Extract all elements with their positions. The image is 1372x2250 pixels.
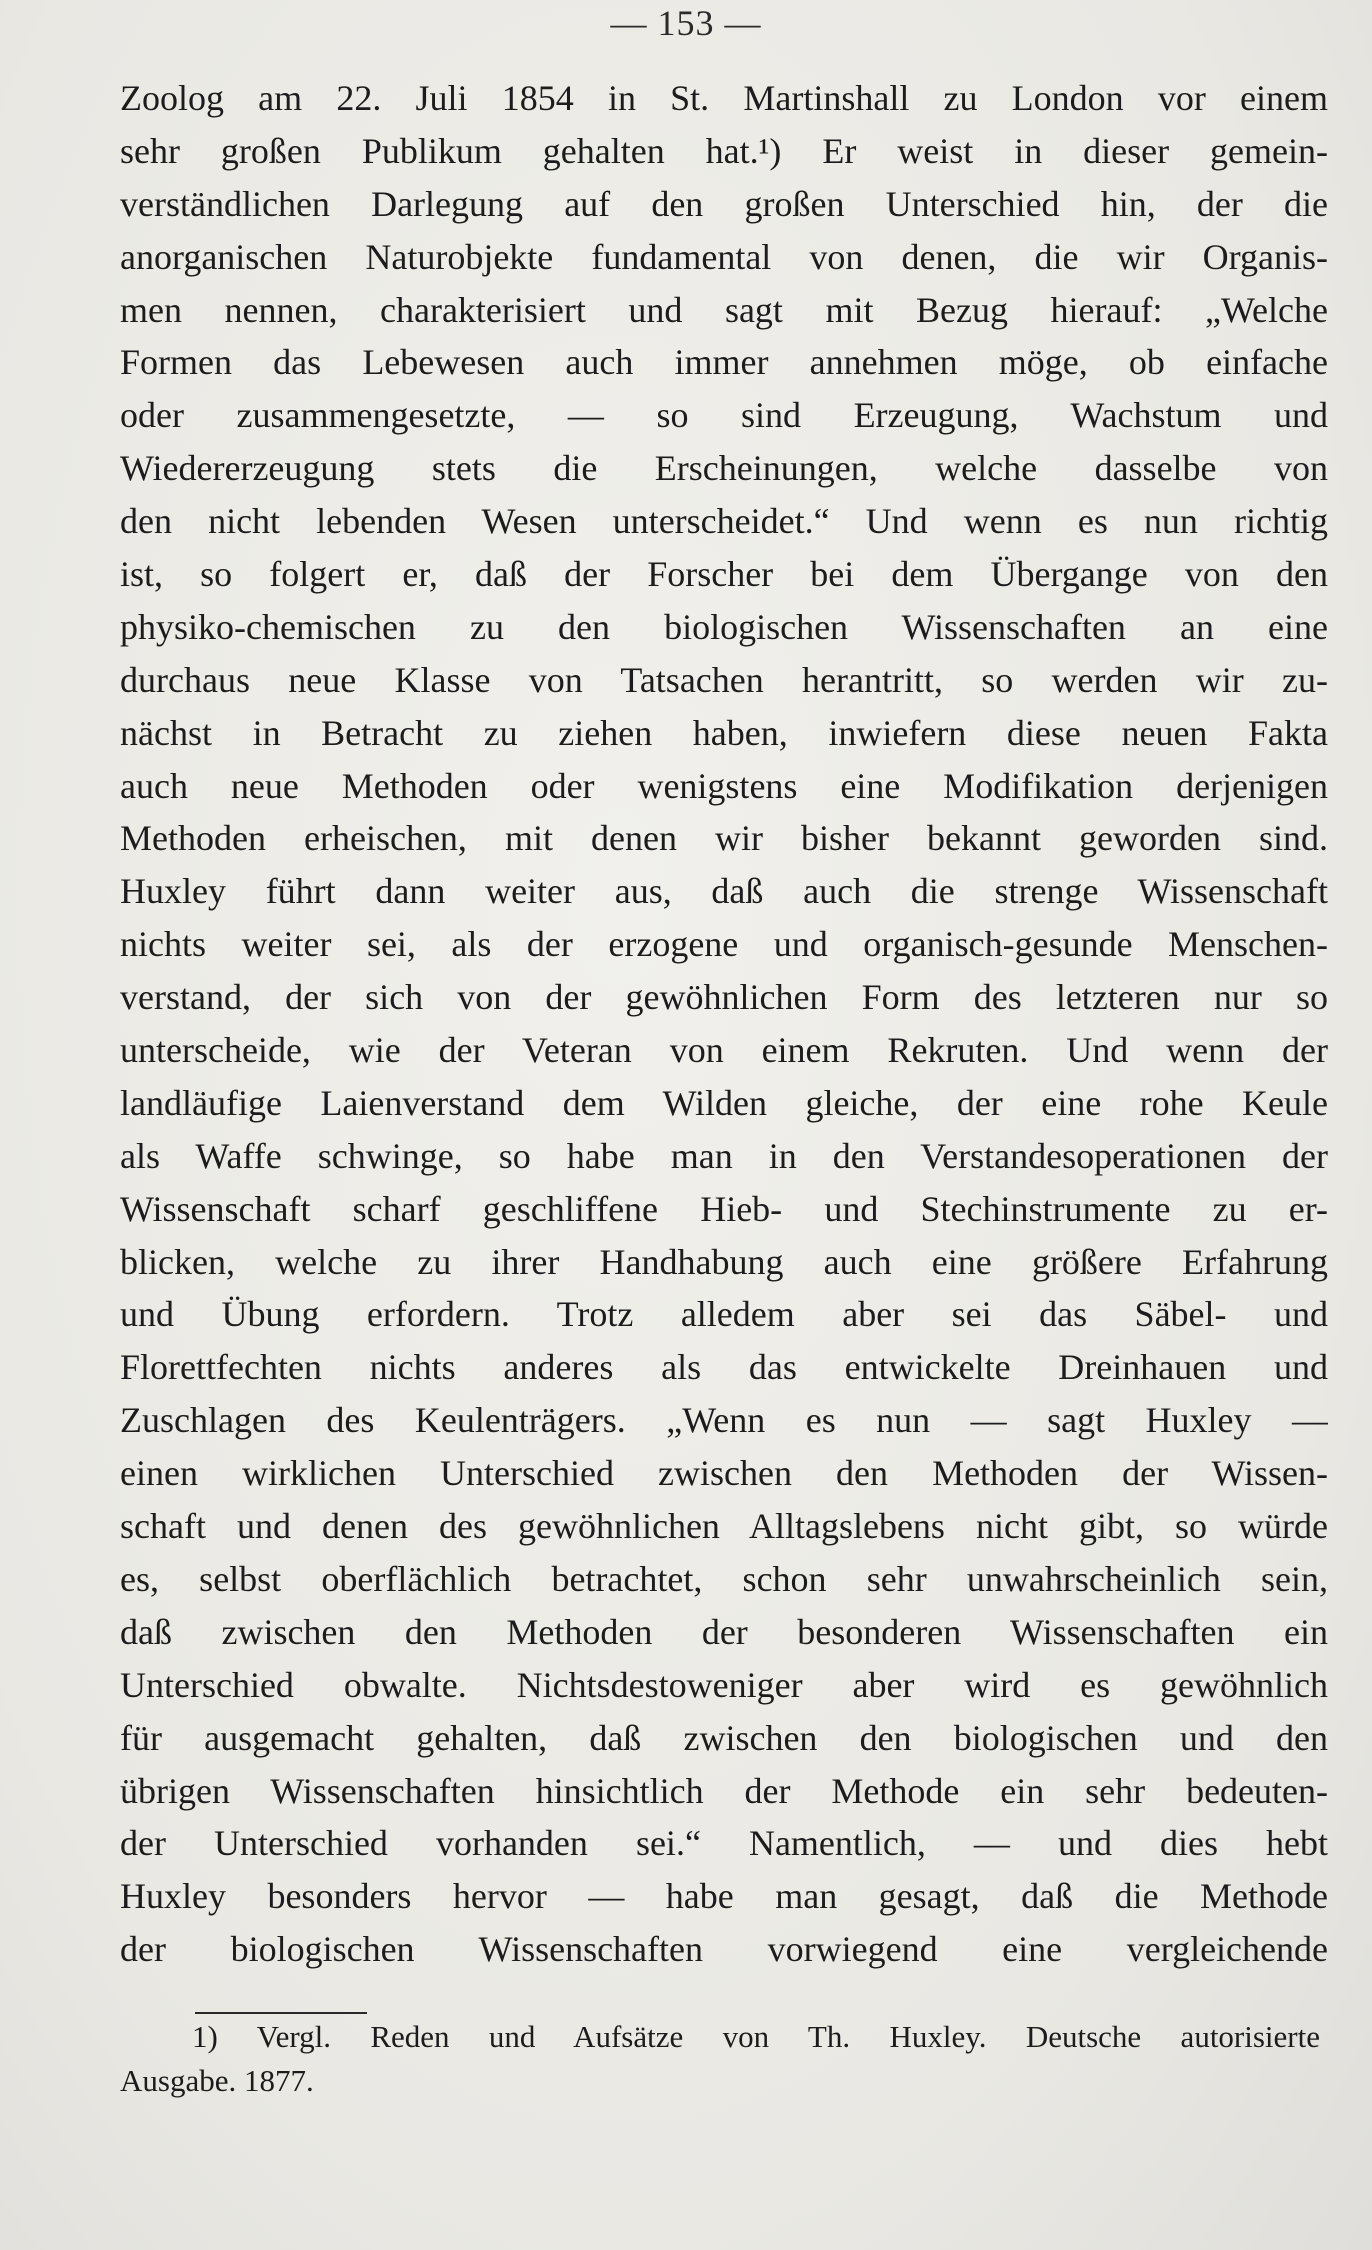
text-line: und Übung erfordern. Trotz alledem aber sei das Säbel- und [120,1294,1328,1335]
text-line: Formen das Lebewesen auch immer annehmen möge, ob einfache [120,342,1328,383]
text-line: Huxley besonders hervor — habe man gesagt, daß die Methode [120,1876,1328,1917]
text-line: Zoolog am 22. Juli 1854 in St. Martinshall zu London vor einem [120,78,1328,118]
text-line: daß zwischen den Methoden der besonderen Wissenschaften ein [120,1611,1328,1652]
text-line: den nicht lebenden Wesen unterscheidet.“ Und wenn es nun richtig [120,501,1328,542]
footnote-line: 1) Vergl. Reden und Aufsätze von Th. Huxley. Deutsche autorisierte [192,2019,1320,2054]
text-line: für ausgemacht gehalten, daß zwischen den biologischen und den [120,1717,1328,1758]
text-line: Methoden erheischen, mit denen wir bisher bekannt geworden sind. [120,818,1328,859]
text-line: schaft und denen des gewöhnlichen Alltagslebens nicht gibt, so würde [120,1506,1328,1547]
footnote [120,2015,1320,2103]
text-line: unterscheide, wie der Veteran von einem Rekruten. Und wenn der [120,1030,1328,1071]
text-line: blicken, welche zu ihrer Handhabung auch eine größere Erfahrung [120,1241,1328,1282]
text-line: Zuschlagen des Keulenträgers. „Wenn es nun — sagt Huxley — [120,1400,1328,1441]
body-text [120,72,1328,1976]
text-line: übrigen Wissenschaften hinsichtlich der Methode ein sehr bedeuten- [120,1770,1328,1811]
text-line: landläufige Laienverstand dem Wilden gleiche, der eine rohe Keule [120,1082,1328,1123]
text-line: nichts weiter sei, als der erzogene und organisch-gesunde Menschen- [120,924,1328,965]
text-line: Wiedererzeugung stets die Erscheinungen, welche dasselbe von [120,448,1328,489]
text-line: der Unterschied vorhanden sei.“ Namentlich, — und dies hebt [120,1823,1328,1864]
text-line: Unterschied obwalte. Nichtsdestoweniger aber wird es gewöhnlich [120,1664,1328,1705]
text-line: nächst in Betracht zu ziehen haben, inwiefern diese neuen Fakta [120,712,1328,753]
text-line: verstand, der sich von der gewöhnlichen Form des letzteren nur so [120,977,1328,1018]
text-line: Wissenschaft scharf geschliffene Hieb- und Stechinstrumente zu er- [120,1188,1328,1229]
text-line: sehr großen Publikum gehalten hat.¹) Er weist in dieser gemein- [120,130,1328,171]
text-line: der biologischen Wissenschaften vorwiegend eine vergleichende [120,1929,1328,1970]
text-line: anorganischen Naturobjekte fundamental von denen, die wir Organis- [120,236,1328,277]
text-line: durchaus neue Klasse von Tatsachen herantritt, so werden wir zu- [120,659,1328,700]
text-line: auch neue Methoden oder wenigstens eine Modifikation derjenigen [120,765,1328,806]
page-number: — 153 — [610,3,762,43]
text-line: es, selbst oberflächlich betrachtet, schon sehr unwahrscheinlich sein, [120,1558,1328,1599]
text-line: oder zusammengesetzte, — so sind Erzeugung, Wachstum und [120,395,1328,436]
text-line: verständlichen Darlegung auf den großen Unterschied hin, der die [120,183,1328,224]
text-line: physiko-chemischen zu den biologischen Wissenschaften an eine [120,606,1328,647]
footnote-line: Ausgabe. 1877. [120,2063,314,2098]
text-line: Huxley führt dann weiter aus, daß auch die strenge Wissenschaft [120,871,1328,912]
text-line: men nennen, charakterisiert und sagt mit Bezug hierauf: „Welche [120,289,1328,330]
text-line: ist, so folgert er, daß der Forscher bei dem Übergange von den [120,554,1328,595]
text-line: einen wirklichen Unterschied zwischen den Methoden der Wissen- [120,1453,1328,1494]
text-line: als Waffe schwinge, so habe man in den Verstandesoperationen der [120,1135,1328,1176]
footnote-divider [195,2012,367,2014]
text-line: Florettfechten nichts anderes als das entwickelte Dreinhauen und [120,1347,1328,1388]
